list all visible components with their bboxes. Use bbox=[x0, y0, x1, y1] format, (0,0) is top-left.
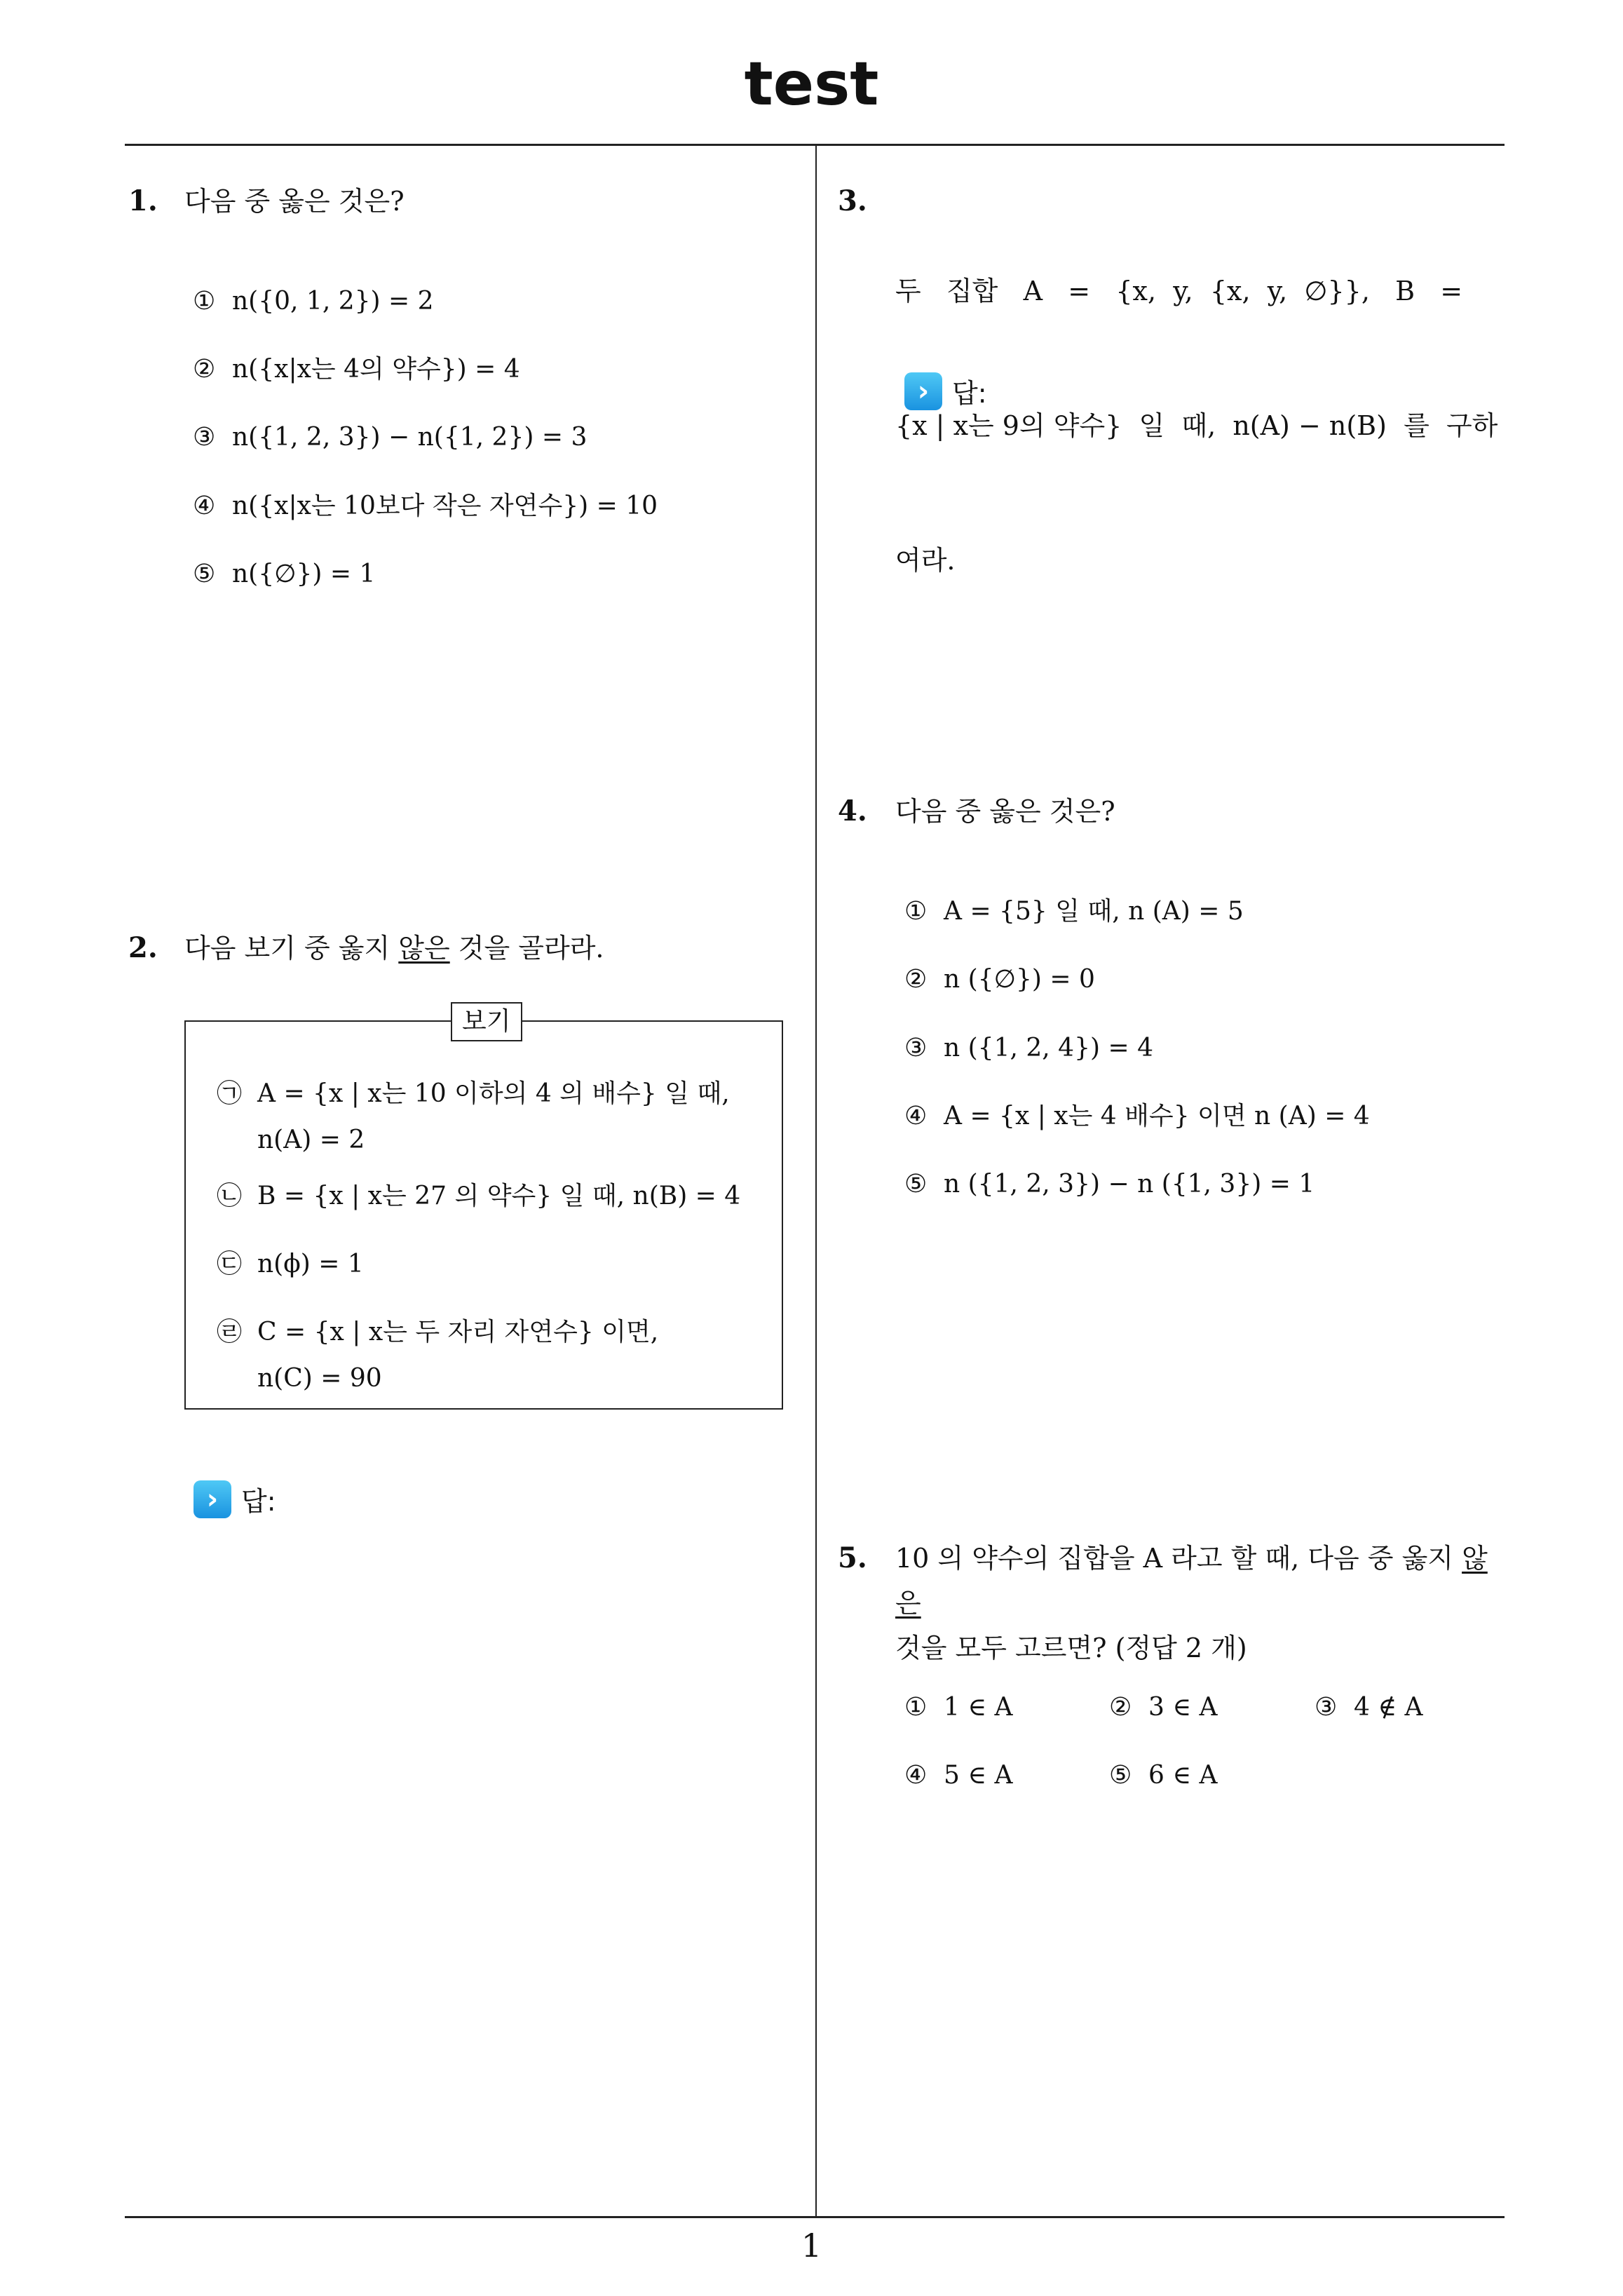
choice-text: 3 ∈ A bbox=[1148, 1693, 1218, 1722]
choice-2[interactable] bbox=[193, 352, 520, 387]
choice-mark: ⑤ bbox=[1109, 1761, 1132, 1790]
question-number: 1. bbox=[128, 184, 158, 217]
page-number: 1 bbox=[801, 2227, 822, 2264]
question-5 bbox=[838, 1536, 1511, 1663]
choice-2[interactable] bbox=[904, 962, 1095, 997]
bogi-item-2: ㉡ B = {x | x는 27 의 약수} 일 때, n(B) = 4 bbox=[217, 1182, 741, 1210]
choice-mark: ① bbox=[193, 287, 216, 316]
choice-text: 1 ∈ A bbox=[944, 1693, 1013, 1722]
question-number: 5. bbox=[838, 1541, 867, 1574]
choice-text: n ({1, 2, 4}) = 4 bbox=[944, 1034, 1153, 1062]
choice-mark: ③ bbox=[904, 1034, 928, 1062]
choice-4[interactable] bbox=[193, 489, 658, 524]
bogi-box bbox=[184, 1007, 783, 1410]
question-text: 다음 보기 중 옳지 않은 것을 골라라. bbox=[184, 933, 604, 964]
question-text: 두 집합 A = {x, y, {x, y, ∅}}, B = {x | x는 9의 약수} 일 때, n(A) − n(B) 를 구하 여라. bbox=[895, 276, 1498, 576]
bogi-item-1: ㉠ A = {x | x는 10 이하의 4 의 배수} 일 때, n(A) = 2 bbox=[217, 1079, 730, 1154]
answer-field-q2[interactable] bbox=[193, 1480, 276, 1518]
question-number: 2. bbox=[128, 931, 158, 964]
chevron-right-icon: › bbox=[193, 1480, 231, 1518]
choice-mark: ④ bbox=[904, 1761, 928, 1790]
footer-rule bbox=[125, 2216, 1505, 2218]
choice-mark: ③ bbox=[1315, 1693, 1338, 1722]
choice-text: 6 ∈ A bbox=[1148, 1761, 1218, 1790]
question-text: 10 의 약수의 집합을 A 라고 할 때, 다음 중 옳지 않은 것을 모두 고르면? (정답 2 개) bbox=[895, 1543, 1488, 1663]
choice-mark: ③ bbox=[193, 423, 216, 452]
choice-text: n({0, 1, 2}) = 2 bbox=[232, 287, 434, 316]
choice-mark: ⑤ bbox=[193, 560, 216, 588]
question-number: 4. bbox=[838, 795, 867, 828]
choice-3[interactable] bbox=[193, 420, 587, 455]
choice-1[interactable] bbox=[904, 1690, 1012, 1725]
bogi-item-4: ㉣ C = {x | x는 두 자리 자연수} 이면, n(C) = 90 bbox=[217, 1318, 659, 1393]
choice-text: n ({∅}) = 0 bbox=[944, 965, 1095, 994]
choice-text: n({1, 2, 3}) − n({1, 2}) = 3 bbox=[232, 423, 588, 452]
question-text: 다음 중 옳은 것은? bbox=[184, 186, 405, 217]
choice-text: n({x|x는 4의 약수}) = 4 bbox=[232, 355, 520, 384]
choice-mark: ⑤ bbox=[904, 1170, 928, 1198]
answer-label: 답: bbox=[241, 1486, 276, 1517]
choice-text: 5 ∈ A bbox=[944, 1761, 1013, 1790]
choice-mark: ① bbox=[904, 897, 928, 926]
choice-text: A = {x | x는 4 배수} 이면 n (A) = 4 bbox=[944, 1102, 1370, 1130]
choice-mark: ① bbox=[904, 1693, 928, 1722]
choice-text: n({∅}) = 1 bbox=[232, 560, 376, 588]
question-4 bbox=[838, 789, 1511, 831]
answer-label: 답: bbox=[952, 378, 987, 409]
choice-text: 4 ∉ A bbox=[1354, 1693, 1423, 1722]
choice-1[interactable] bbox=[193, 284, 434, 319]
chevron-right-icon: › bbox=[904, 372, 942, 410]
choice-mark: ② bbox=[1109, 1693, 1132, 1722]
question-number: 3. bbox=[838, 184, 867, 217]
choice-5[interactable] bbox=[904, 1167, 1315, 1202]
answer-field-q3[interactable] bbox=[904, 372, 987, 410]
choice-3[interactable] bbox=[904, 1031, 1153, 1066]
bogi-item-3: ㉢ n(ϕ) = 1 bbox=[217, 1250, 364, 1278]
choice-text: n({x|x는 10보다 작은 자연수}) = 10 bbox=[232, 492, 658, 520]
header-rule bbox=[125, 144, 1505, 146]
choice-2[interactable] bbox=[1109, 1690, 1217, 1725]
choice-text: A = {5} 일 때, n (A) = 5 bbox=[944, 897, 1244, 926]
choice-4[interactable] bbox=[904, 1758, 1012, 1793]
choice-5[interactable] bbox=[193, 557, 375, 592]
choice-mark: ④ bbox=[193, 492, 216, 520]
column-divider bbox=[815, 144, 817, 2217]
choice-mark: ④ bbox=[904, 1102, 928, 1130]
question-2 bbox=[128, 926, 801, 968]
page-title: test bbox=[744, 49, 879, 119]
choice-5[interactable] bbox=[1109, 1758, 1217, 1793]
choice-mark: ② bbox=[193, 355, 216, 384]
question-text: 다음 중 옳은 것은? bbox=[895, 796, 1115, 827]
choice-text: n ({1, 2, 3}) − n ({1, 3}) = 1 bbox=[944, 1170, 1315, 1198]
choice-4[interactable] bbox=[904, 1099, 1370, 1134]
choice-3[interactable] bbox=[1315, 1690, 1422, 1725]
question-1 bbox=[128, 179, 801, 221]
question-3 bbox=[838, 179, 1511, 576]
choice-1[interactable] bbox=[904, 894, 1244, 929]
choice-mark: ② bbox=[904, 965, 928, 994]
bogi-title: 보기 bbox=[451, 1002, 522, 1041]
